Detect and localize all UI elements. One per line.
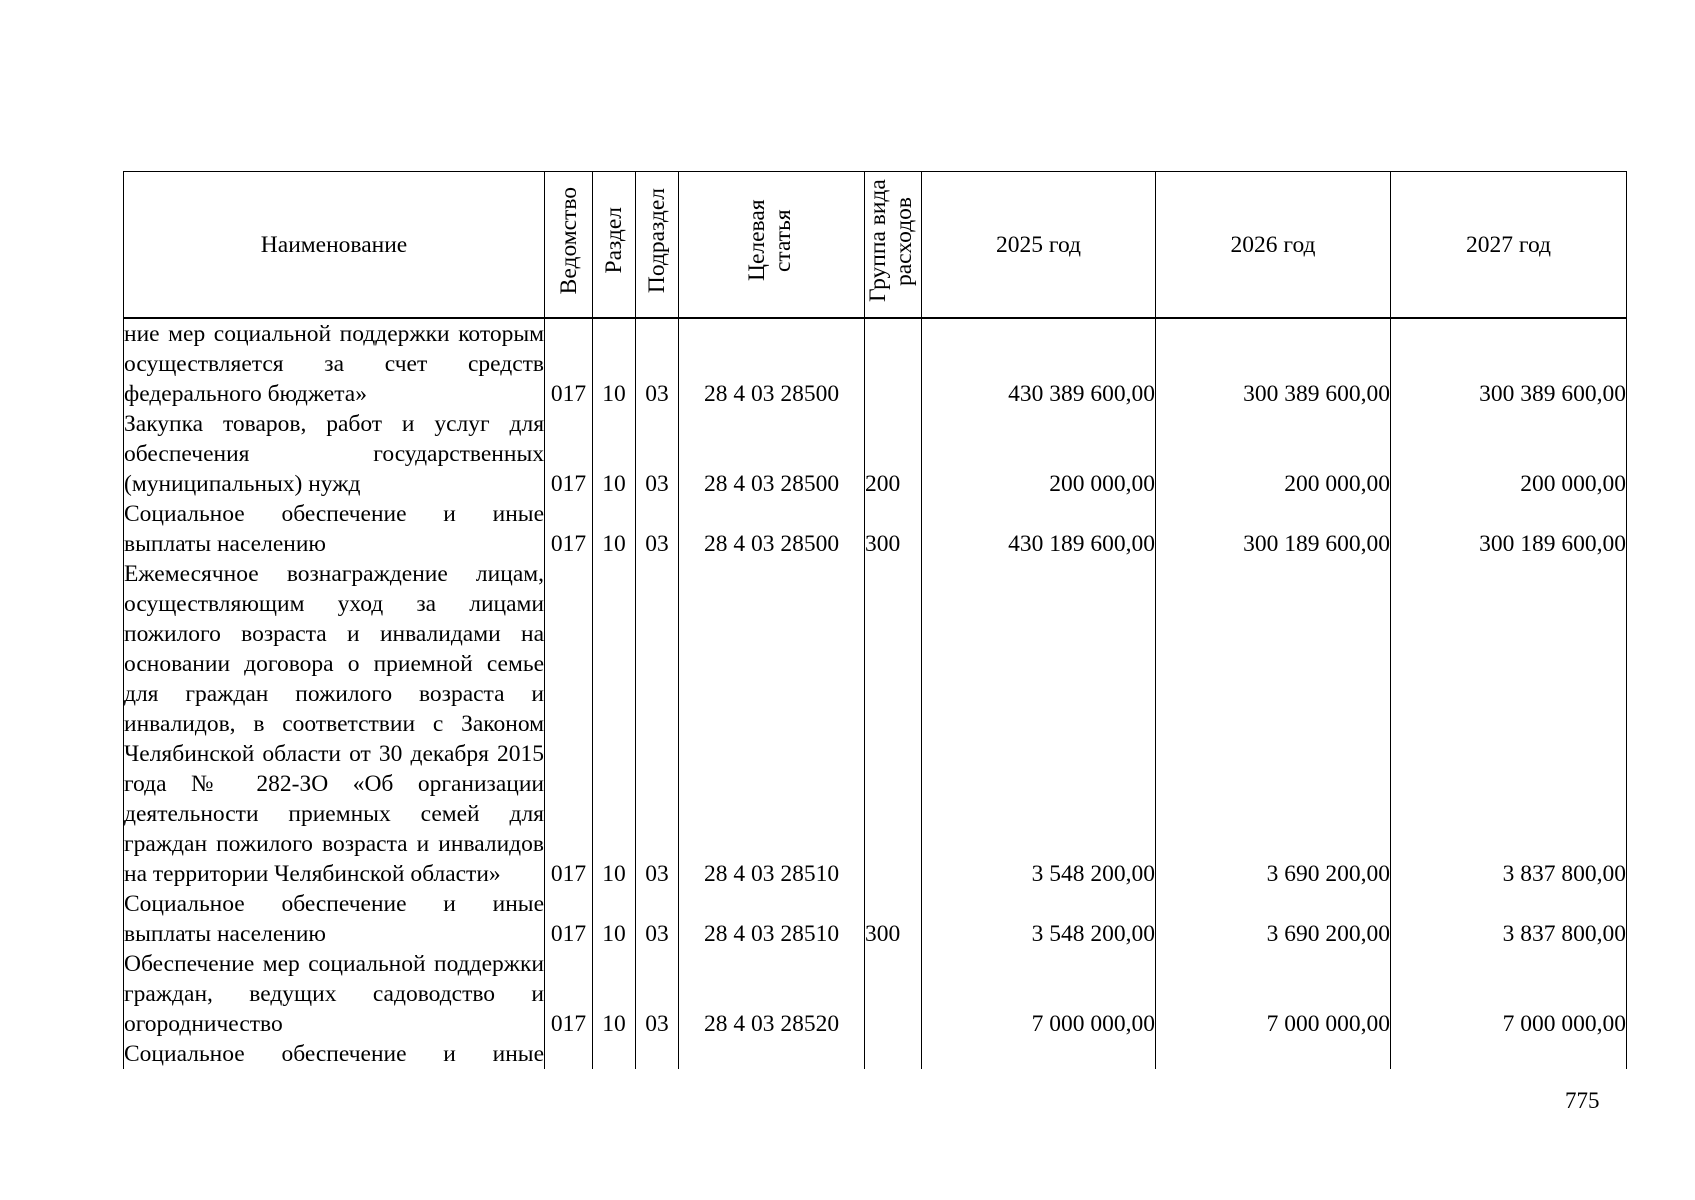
table-row	[124, 499, 1627, 559]
table-row-continued	[124, 1039, 1627, 1069]
empty-cell	[1391, 1039, 1627, 1069]
row-target: 28 4 03 28520	[679, 949, 865, 1039]
row-2026: 3 690 200,00	[1156, 889, 1391, 949]
row-2027: 3 837 800,00	[1391, 889, 1627, 949]
row-razdel: 10	[593, 559, 636, 889]
row-name: Социальное обеспечение и иные выплаты населению	[124, 501, 544, 557]
empty-cell	[865, 1039, 922, 1069]
row-target: 28 4 03 28510	[679, 559, 865, 889]
row-vedomstvo: 017	[545, 949, 593, 1039]
row-razdel: 10	[593, 318, 636, 409]
header-2025: 2025 год	[922, 172, 1156, 319]
row-group: 200	[865, 409, 922, 499]
row-podrazdel: 03	[636, 409, 679, 499]
row-name: Ежемесячное вознаграждение лицам, осуществляющим уход за лицами пожилого возраста и инвалидами на основании договора о приемной семье для граждан пожилого возраста и инвалидов, в соответствии с Законом Челябинской области от 30 декабря 2015 года № 282-ЗО «Об организации деятельности приемных семей для граждан пожилого возраста и инвалидов на территории Челябинской области»	[124, 561, 544, 887]
row-target: 28 4 03 28500	[679, 409, 865, 499]
row-group: 300	[865, 499, 922, 559]
row-group	[865, 559, 922, 889]
row-name: Социальное обеспечение и иные	[124, 1041, 544, 1067]
row-group: 300	[865, 889, 922, 949]
empty-cell	[545, 1039, 593, 1069]
row-2027: 3 837 800,00	[1391, 559, 1627, 889]
row-2025: 430 389 600,00	[922, 318, 1156, 409]
page-number: 775	[1565, 1088, 1600, 1113]
table-row	[124, 318, 1627, 409]
header-razdel: Раздел	[593, 172, 636, 319]
row-2027: 300 389 600,00	[1391, 318, 1627, 409]
row-podrazdel: 03	[636, 559, 679, 889]
row-name: Социальное обеспечение и иные выплаты населению	[124, 891, 544, 947]
row-razdel: 10	[593, 889, 636, 949]
table-row	[124, 409, 1627, 499]
empty-cell	[922, 1039, 1156, 1069]
row-2025: 3 548 200,00	[922, 559, 1156, 889]
header-2026: 2026 год	[1156, 172, 1391, 319]
header-celevaya: Целевая статья	[679, 172, 865, 319]
row-2026: 300 189 600,00	[1156, 499, 1391, 559]
row-vedomstvo: 017	[545, 889, 593, 949]
row-podrazdel: 03	[636, 889, 679, 949]
empty-cell	[636, 1039, 679, 1069]
row-2025: 7 000 000,00	[922, 949, 1156, 1039]
row-target: 28 4 03 28500	[679, 499, 865, 559]
row-name: ние мер социальной поддержки которым осуществляется за счет средств федерального бюджета»	[124, 318, 545, 409]
row-name: Обеспечение мер социальной поддержки граждан, ведущих садоводство и огородничество	[124, 951, 544, 1037]
row-2025: 430 189 600,00	[922, 499, 1156, 559]
row-vedomstvo: 017	[545, 318, 593, 409]
table-row	[124, 559, 1627, 889]
row-2027: 200 000,00	[1391, 409, 1627, 499]
row-target: 28 4 03 28510	[679, 889, 865, 949]
row-2026: 3 690 200,00	[1156, 559, 1391, 889]
row-vedomstvo: 017	[545, 409, 593, 499]
header-gruppa: Группа вида расходов	[865, 172, 922, 319]
row-2026: 300 389 600,00	[1156, 318, 1391, 409]
row-podrazdel: 03	[636, 499, 679, 559]
header-2027: 2027 год	[1391, 172, 1627, 319]
empty-cell	[1156, 1039, 1391, 1069]
row-target: 28 4 03 28500	[679, 318, 865, 409]
row-2027: 7 000 000,00	[1391, 949, 1627, 1039]
empty-cell	[679, 1039, 865, 1069]
row-2025: 200 000,00	[922, 409, 1156, 499]
row-group	[865, 949, 922, 1039]
row-razdel: 10	[593, 409, 636, 499]
row-2026: 7 000 000,00	[1156, 949, 1391, 1039]
row-razdel: 10	[593, 499, 636, 559]
row-vedomstvo: 017	[545, 559, 593, 889]
row-2025: 3 548 200,00	[922, 889, 1156, 949]
table-row	[124, 949, 1627, 1039]
header-name: Наименование	[124, 172, 545, 319]
row-2027: 300 189 600,00	[1391, 499, 1627, 559]
header-vedomstvo: Ведомство	[545, 172, 593, 319]
table-header-row	[124, 172, 1627, 319]
budget-table	[123, 171, 1627, 1069]
row-razdel: 10	[593, 949, 636, 1039]
header-podrazdel: Подраздел	[636, 172, 679, 319]
row-2026: 200 000,00	[1156, 409, 1391, 499]
table-row	[124, 889, 1627, 949]
row-name: Закупка товаров, работ и услуг для обеспечения государственных (муниципальных) нужд	[124, 411, 544, 497]
row-group	[865, 318, 922, 409]
row-podrazdel: 03	[636, 318, 679, 409]
row-podrazdel: 03	[636, 949, 679, 1039]
empty-cell	[593, 1039, 636, 1069]
row-vedomstvo: 017	[545, 499, 593, 559]
